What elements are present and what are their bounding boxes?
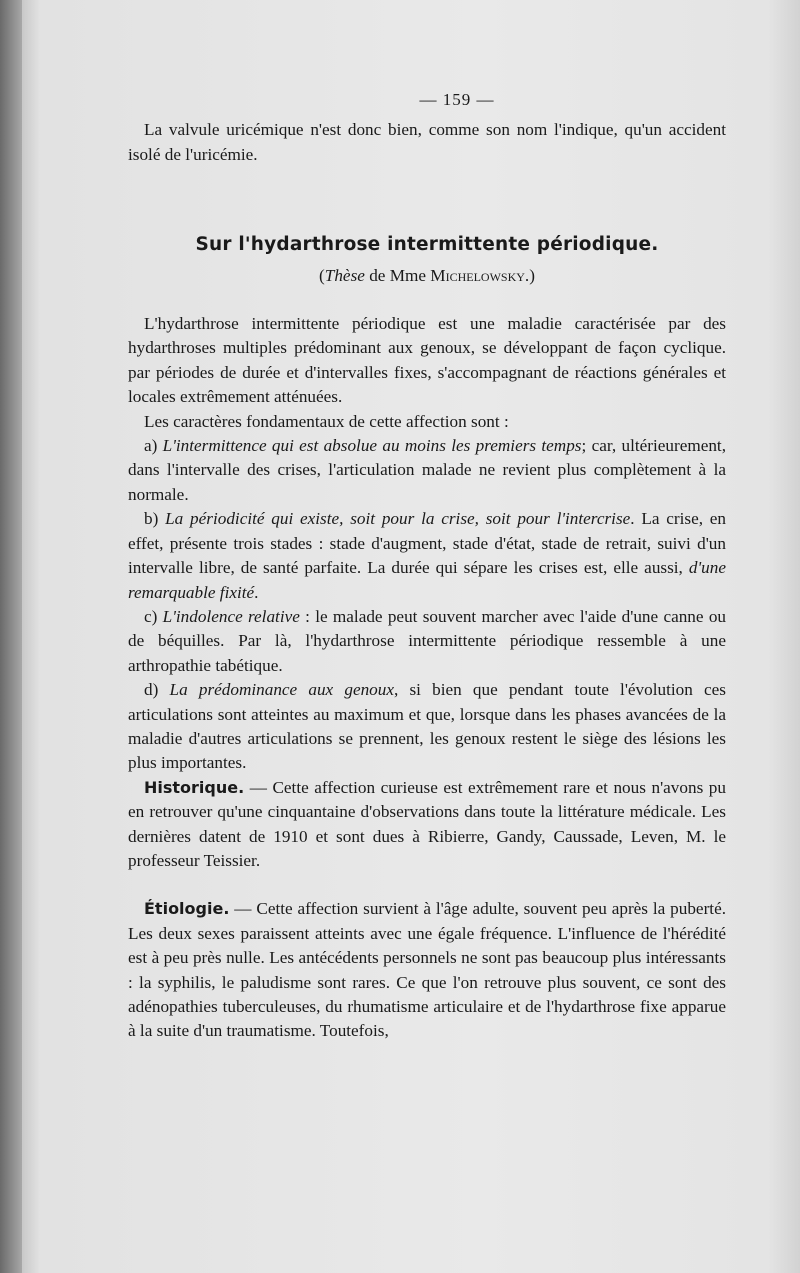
caracteres-paragraph: Les caractères fondamentaux de cette affection sont : [144, 411, 509, 431]
historique-heading: Historique. [144, 777, 245, 797]
etiologie-heading: Étiologie. [144, 899, 230, 919]
page-content [128, 88, 726, 1044]
item-c-title: L'indolence relative [162, 606, 300, 626]
etiologie-paragraph [128, 897, 726, 1043]
item-c-marker: c) [144, 606, 163, 626]
item-d-title: La prédominance aux genoux [169, 680, 394, 700]
item-b-emph: d'une remarquable fixité [128, 558, 726, 602]
item-d-text: , si bien que pendant toute l'évolution ces articulations sont atteintes au maximum et que, lorsque dans les phases avancées de la maladie d'autres articulations se prennent, les genoux restent le siège des lésions les plus importantes. [128, 680, 726, 773]
paragraph-gap [128, 873, 726, 897]
item-a-marker: a) [144, 436, 163, 456]
subtitle-author: Michelowsky [430, 265, 525, 285]
section-title: Sur l'hydarthrose intermittente périodique. [195, 234, 659, 256]
item-d-marker: d) [144, 680, 170, 700]
item-b-marker: b) [144, 509, 166, 529]
item-b-title: La périodicité qui existe, soit pour la crise, soit pour l'intercrise [165, 509, 631, 529]
subtitle-these: Thèse [324, 265, 365, 285]
subtitle-mid: de Mme [364, 265, 431, 285]
section-subtitle [128, 264, 726, 288]
etiologie-text: — Cette affection survient à l'âge adulte, souvent peu après la puberté. Les deux sexes paraissent atteints avec une égale fréquence. L'influence de l'hérédité est à peu près nulle. Les antécédents personnels ne sont pas beaucoup plus intéressants : la syphilis, le paludisme sont rares. Ce que l'on retrouve plus souvent, ce sont des adénopathies tuberculeuses, du rhumatisme articulaire et de l'hydarthrose fixe apparue à la suite d'un traumatisme. Toutefois, [128, 899, 726, 1041]
definition-paragraph: L'hydarthrose intermittente périodique est une maladie caractérisée par des hydarthroses multiples prédominant aux genoux, se développant de façon cyclique. par périodes de durée et d'intervalles fixes, s'accompagnant de réactions générales et locales extrêmement atténuées. [128, 314, 726, 407]
page-gutter [0, 0, 22, 1273]
item-a-text: ; car, ultérieurement, dans l'intervalle des crises, l'articulation malade ne revient plus complètement à la normale. [128, 436, 726, 504]
historique-text: — Cette affection curieuse est extrêmement rare et nous n'avons pu en retrouver qu'une cinquantaine d'observations dans toute la littérature médicale. Les dernières datent de 1910 et sont dues à Ribierre, Gandy, Caussade, Leven, M. le professeur Teissier. [128, 777, 726, 870]
intro-paragraph: La valvule uricémique n'est donc bien, comme son nom l'indique, qu'un accident isolé de l'uricémie. [128, 120, 726, 164]
item-d [128, 678, 726, 776]
historique-paragraph [128, 776, 726, 874]
page-number: — 159 — [419, 90, 495, 109]
subtitle-close: .) [524, 265, 535, 285]
item-a [128, 434, 726, 507]
item-b-text: . La crise, en effet, présente trois stades : stade d'augment, stade d'état, stade de retrait, suivi d'un intervalle libre, de santé parfaite. La durée qui sépare les crises est, elle aussi, [128, 509, 726, 578]
item-b-end: . [254, 582, 259, 602]
item-a-title: L'intermittence qui est absolue au moins les premiers temps [162, 436, 582, 456]
item-b [128, 507, 726, 605]
subtitle-open: ( [319, 265, 325, 285]
item-c [128, 605, 726, 678]
item-c-text: : le malade peut souvent marcher avec l'aide d'une canne ou de béquilles. Par là, l'hydarthrose intermittente périodique ressemble à une arthropathie tabétique. [128, 606, 727, 675]
